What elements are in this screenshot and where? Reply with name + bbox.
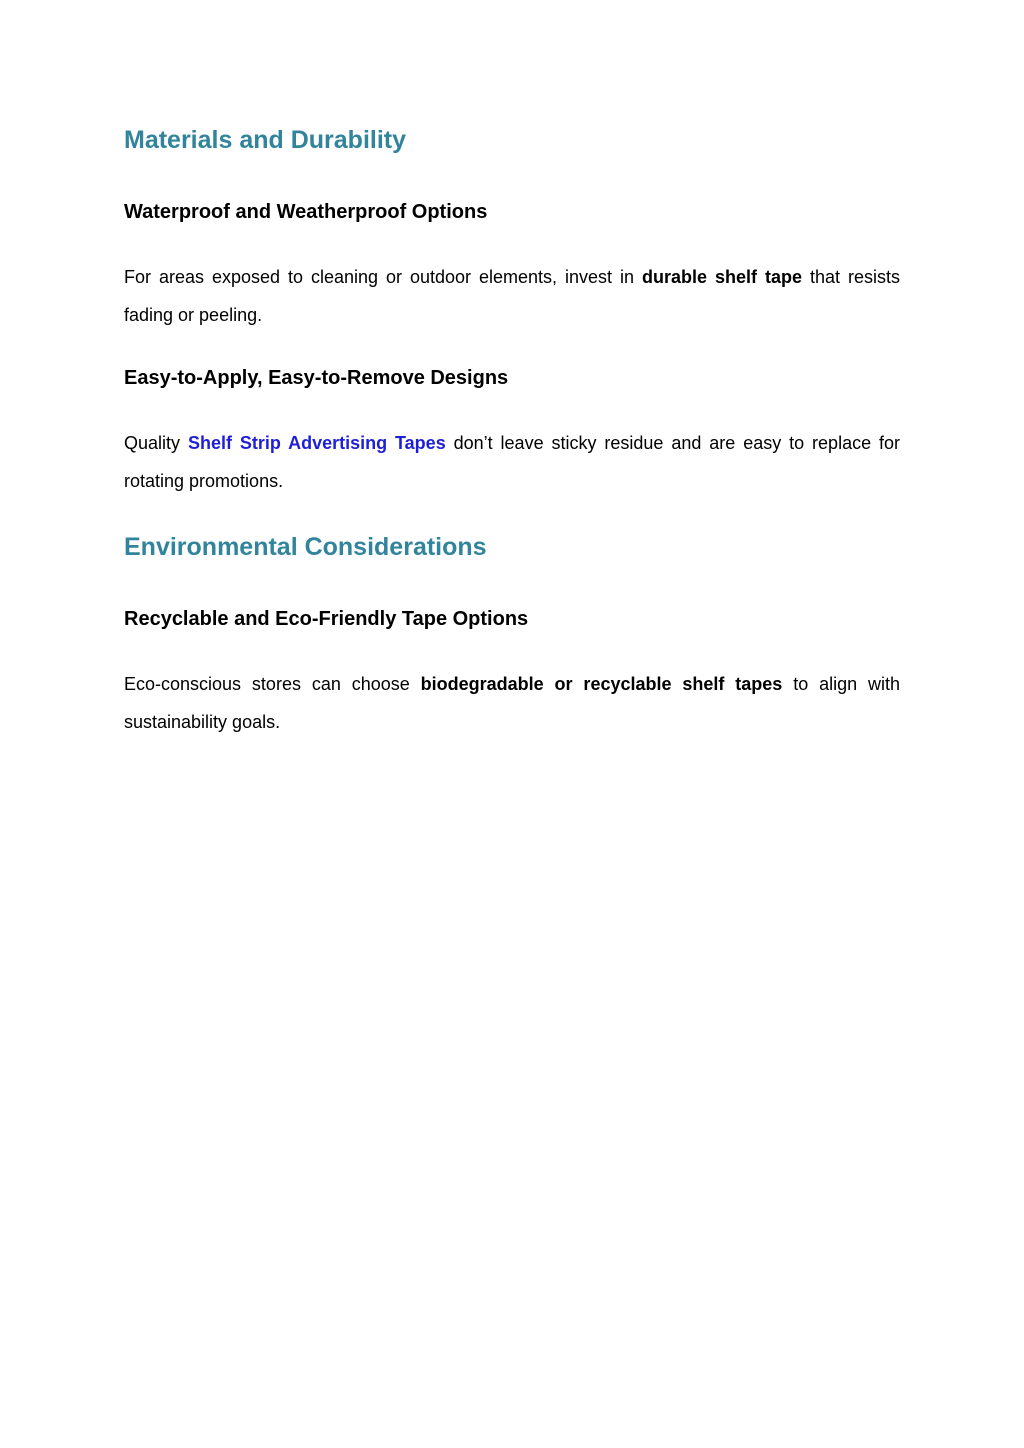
subsection-heading-easy-apply: Easy-to-Apply, Easy-to-Remove Designs xyxy=(124,367,509,389)
paragraph-text: Quality xyxy=(124,433,188,453)
paragraph-text: that resists fading or peeling. xyxy=(124,267,901,325)
bold-phrase: biodegradable or recyclable shelf tapes xyxy=(420,674,783,694)
bold-phrase: durable shelf tape xyxy=(642,267,803,287)
section-heading-environmental: Environmental Considerations xyxy=(124,533,487,561)
subsection-heading-waterproof: Waterproof and Weatherproof Options xyxy=(124,201,488,223)
paragraph-text: to align with sustainability goals. xyxy=(124,674,901,732)
shelf-strip-tapes-link[interactable]: Shelf Strip Advertising Tapes xyxy=(187,433,446,453)
paragraph-text: For areas exposed to cleaning or outdoor elements, invest in xyxy=(124,267,643,287)
paragraph-text: Eco-conscious stores can choose xyxy=(124,674,421,694)
paragraph-text: don’t leave sticky residue and are easy to replace for rotating promotions. xyxy=(124,433,900,491)
subsection-heading-recyclable: Recyclable and Eco-Friendly Tape Options xyxy=(124,608,529,630)
paragraph-recyclable xyxy=(124,665,900,741)
section-heading-materials: Materials and Durability xyxy=(124,126,407,154)
paragraph-easy-apply xyxy=(124,424,900,500)
paragraph-waterproof xyxy=(124,258,900,334)
